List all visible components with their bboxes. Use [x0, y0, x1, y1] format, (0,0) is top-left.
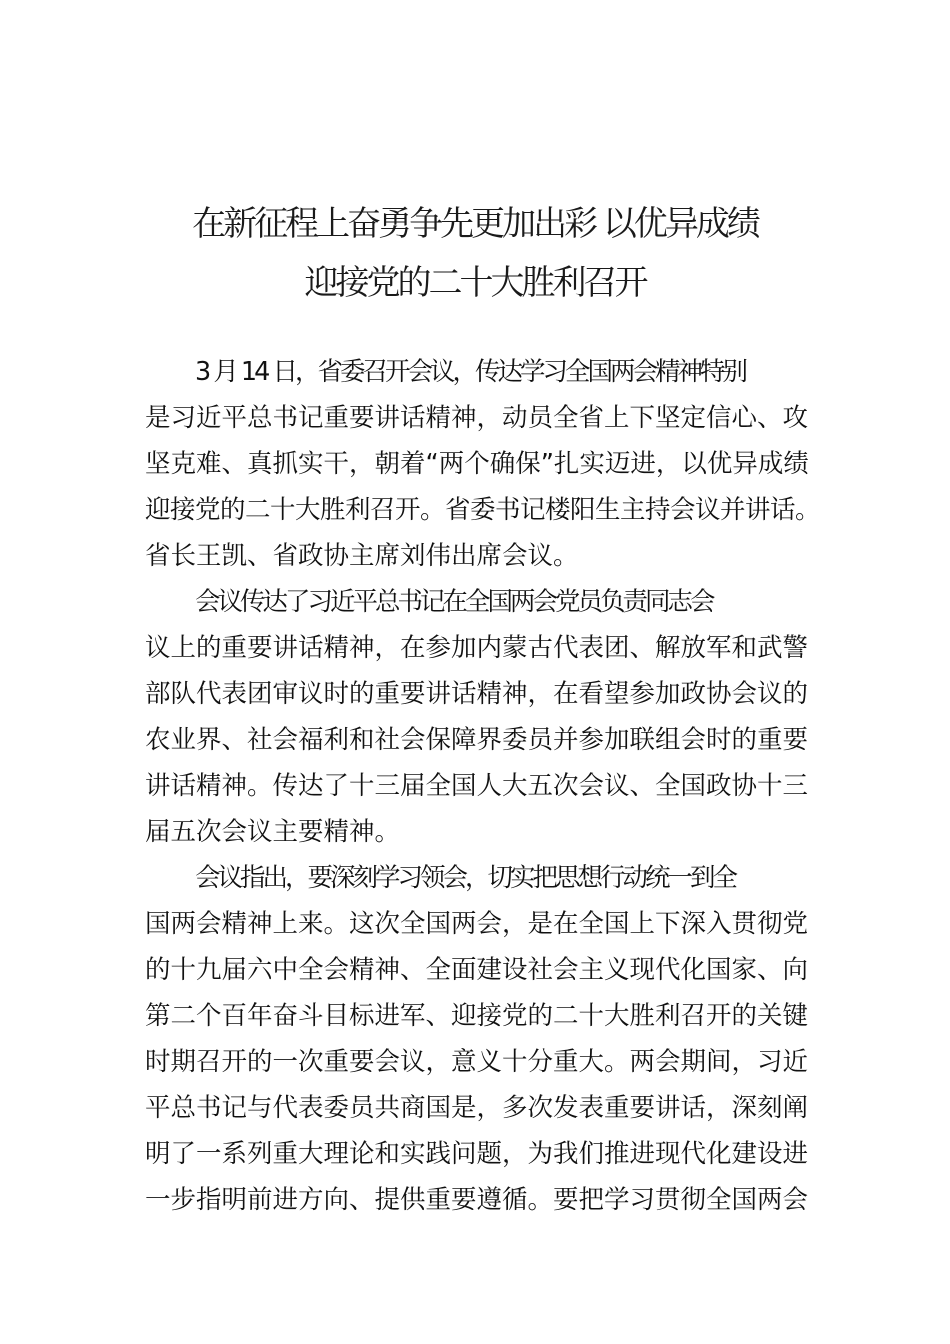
document-title-line-1: 在新征程上奋勇争先更加出彩 以优异成绩 [192, 204, 758, 244]
paragraph-1-line: 迎接党的二十大胜利召开。省委书记楼阳生主持会议并讲话。 [145, 495, 821, 525]
paragraph-1-line: 3 月 14 日，省委召开会议，传达学习全国两会精神特别 [195, 357, 745, 387]
paragraph-2-line: 讲话精神。传达了十三届全国人大五次会议、全国政协十三 [145, 771, 809, 801]
paragraph-1-line: 坚克难、真抓实干，朝着“两个确保”扎实迈进，以优异成绩 [145, 449, 809, 479]
paragraph-2-line: 届五次会议主要精神。 [145, 817, 401, 847]
paragraph-3-line: 国两会精神上来。这次全国两会，是在全国上下深入贯彻党 [145, 909, 809, 939]
paragraph-1-line: 是习近平总书记重要讲话精神，动员全省上下坚定信心、攻 [145, 403, 809, 433]
paragraph-2-line: 议上的重要讲话精神，在参加内蒙古代表团、解放军和武警 [145, 633, 809, 663]
paragraph-1-line: 省长王凯、省政协主席刘伟出席会议。 [145, 541, 579, 571]
paragraph-2-line: 会议传达了习近平总书记在全国两会党员负责同志会 [195, 587, 713, 617]
paragraph-3-line: 平总书记与代表委员共商国是，多次发表重要讲话，深刻阐 [145, 1093, 809, 1123]
paragraph-2-line: 部队代表团审议时的重要讲话精神，在看望参加政协会议的 [145, 679, 809, 709]
paragraph-3-line: 一步指明前进方向、提供重要遵循。要把学习贯彻全国两会 [145, 1185, 809, 1215]
paragraph-3-line: 时期召开的一次重要会议，意义十分重大。两会期间，习近 [145, 1047, 809, 1077]
paragraph-3-line: 的十九届六中全会精神、全面建设社会主义现代化国家、向 [145, 955, 809, 985]
paragraph-2-line: 农业界、社会福利和社会保障界委员并参加联组会时的重要 [145, 725, 809, 755]
paragraph-3-line: 会议指出，要深刻学习领会，切实把思想行动统一到全 [195, 863, 736, 893]
paragraph-3-line: 第二个百年奋斗目标进军、迎接党的二十大胜利召开的关键 [145, 1001, 809, 1031]
document-title-line-2: 迎接党的二十大胜利召开 [304, 263, 646, 303]
paragraph-3-line: 明了一系列重大理论和实践问题，为我们推进现代化建设进 [145, 1139, 809, 1169]
